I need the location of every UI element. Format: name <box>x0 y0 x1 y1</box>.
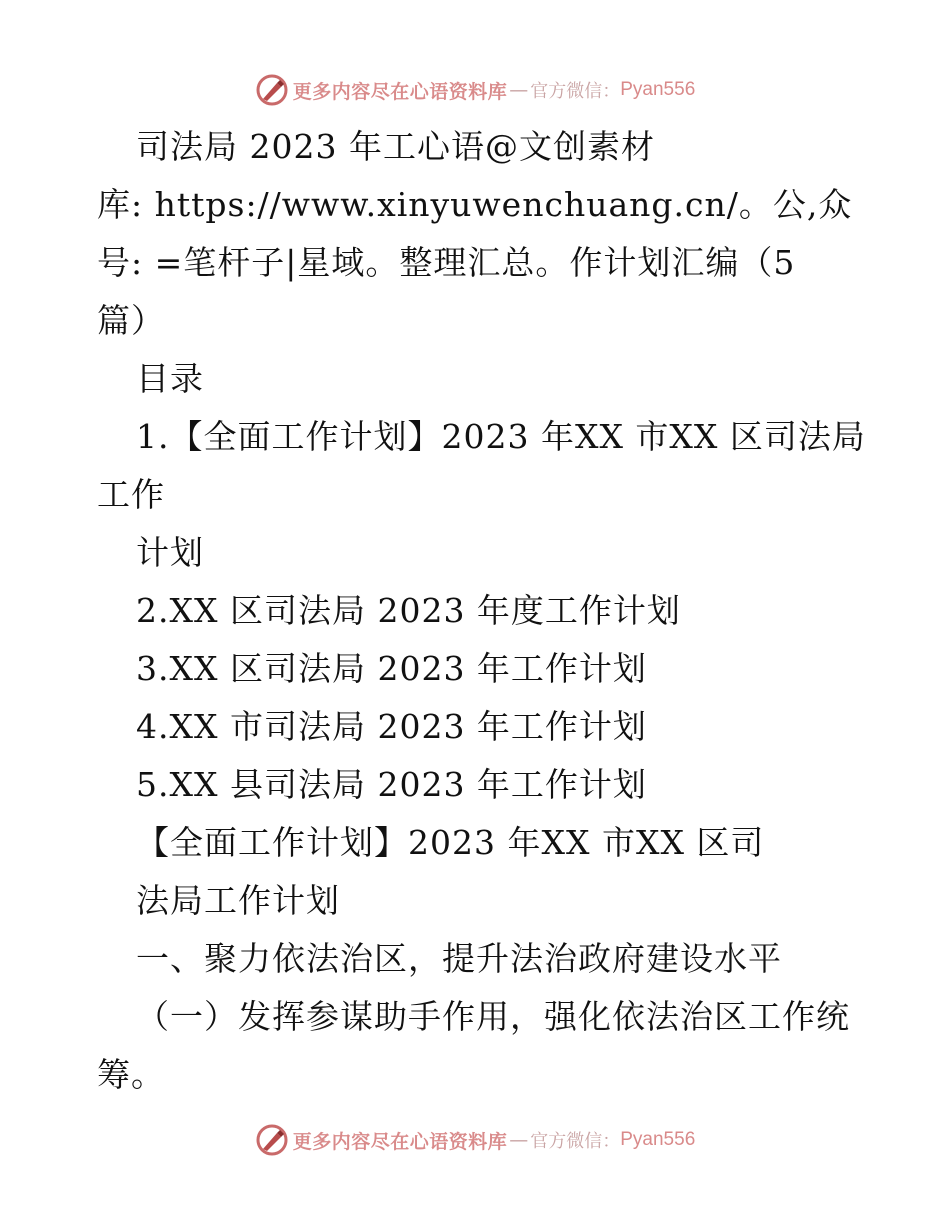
wechat-handle: Pyan556 <box>620 79 696 100</box>
footer-watermark-banner <box>0 1120 950 1160</box>
header-watermark-banner <box>0 70 950 110</box>
official-wechat-label: 官方微信： <box>530 1131 621 1152</box>
heading-1: 一、聚力依法治区，提升法治政府建设水平 <box>136 939 782 978</box>
toc-item-3: 3.XX 区司法局 2023 年工作计划 <box>136 649 647 688</box>
toc-item-1-cont: 工作 <box>97 475 165 514</box>
section-title: 【全面工作计划】2023 年XX 市XX 区司 <box>136 823 765 862</box>
pen-logo-icon <box>255 73 289 107</box>
document-body <box>97 118 887 1104</box>
title-line-3: 号: =笔杆子|星域。整理汇总。作计划汇编（5 <box>97 243 796 282</box>
toc-item-1: 1.【全面工作计划】2023 年XX 市XX 区司法局 <box>136 417 866 456</box>
title-line-4: 篇） <box>97 301 165 340</box>
subheading-1: （一）发挥参谋助手作用，强化依法治区工作统 <box>136 997 850 1036</box>
toc-item-1-cont-2: 计划 <box>136 533 204 572</box>
subheading-1-cont: 筹。 <box>97 1055 165 1094</box>
promo-text: 更多内容尽在心语资料库 <box>292 1130 508 1153</box>
toc-item-5: 5.XX 县司法局 2023 年工作计划 <box>136 765 647 804</box>
toc-item-2: 2.XX 区司法局 2023 年度工作计划 <box>136 591 681 630</box>
wechat-handle: Pyan556 <box>620 1129 696 1150</box>
promo-text: 更多内容尽在心语资料库 <box>292 80 508 103</box>
title-line-1: 司法局 2023 年工心语@文创素材 <box>136 127 655 166</box>
separator-dash: — <box>509 79 529 101</box>
toc-item-4: 4.XX 市司法局 2023 年工作计划 <box>136 707 647 746</box>
toc-heading: 目录 <box>136 359 204 398</box>
title-line-2: 库: https://www.xinyuwenchuang.cn/。公,众 <box>97 185 853 224</box>
pen-logo-icon <box>255 1123 289 1157</box>
separator-dash: — <box>509 1129 529 1151</box>
official-wechat-label: 官方微信： <box>530 81 621 102</box>
section-title-cont: 法局工作计划 <box>136 881 340 920</box>
